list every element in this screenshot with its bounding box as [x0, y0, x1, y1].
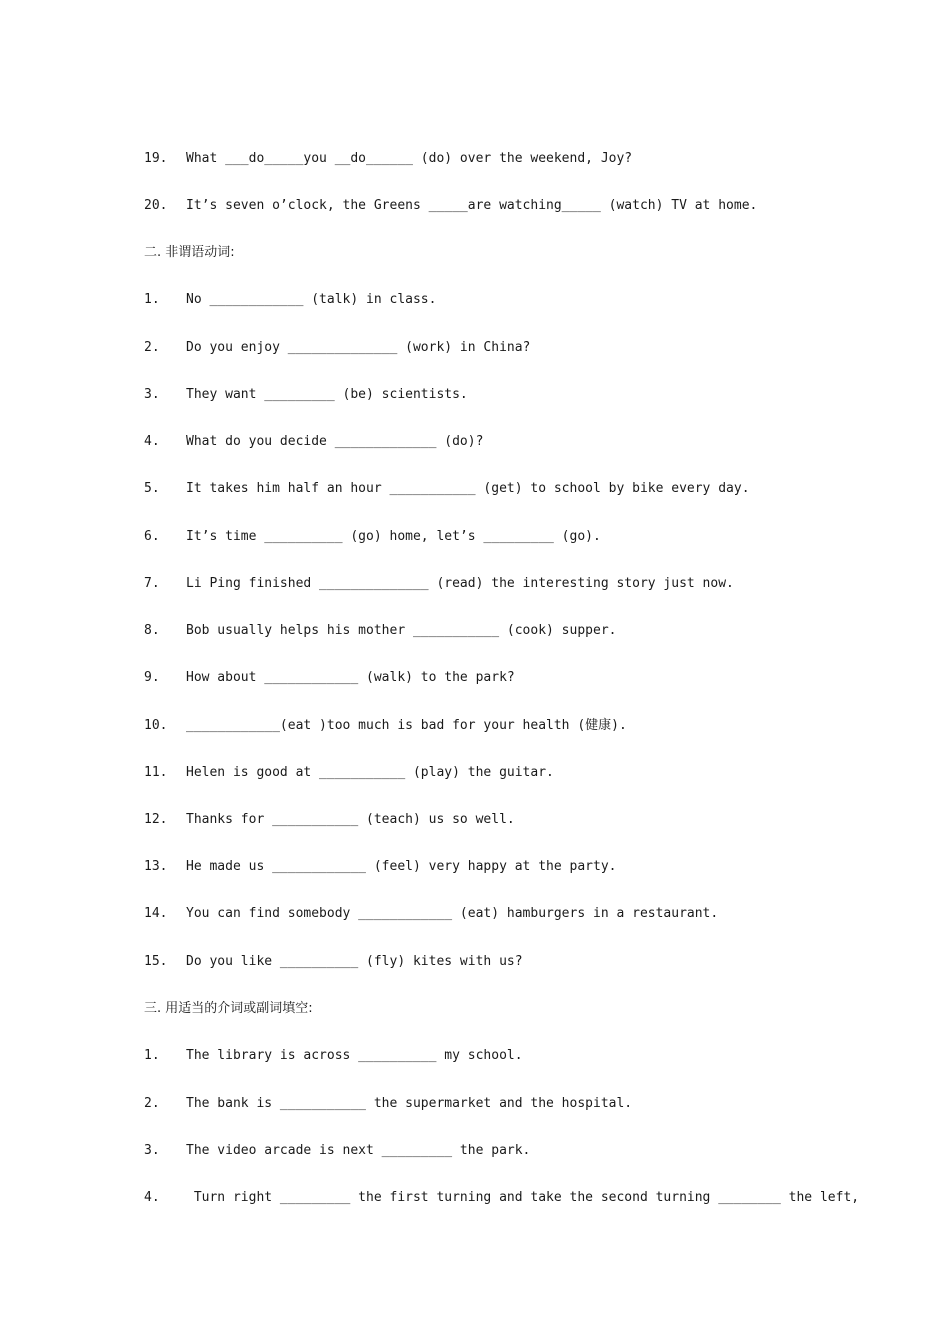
exercise-line [144, 337, 844, 359]
item-number: 4. [144, 434, 160, 449]
exercise-line [144, 384, 844, 406]
item-text: Turn right _________ the first turning and take the second turning ________ the left, [186, 1190, 860, 1205]
item-number: 7. [144, 576, 160, 591]
exercise-line [144, 903, 844, 925]
item-text: The video arcade is next _________ the park. [186, 1143, 531, 1158]
item-text: What ___do_____you __do______ (do) over the weekend, Joy? [186, 151, 633, 166]
item-number: 3. [144, 387, 160, 402]
item-number: 1. [144, 1048, 160, 1063]
item-text: Do you like __________ (fly) kites with us? [186, 954, 523, 969]
item-text: You can find somebody ____________ (eat) hamburgers in a restaurant. [186, 906, 719, 921]
item-text: Do you enjoy ______________ (work) in China? [186, 340, 531, 355]
item-number: 6. [144, 529, 160, 544]
exercise-line [144, 195, 844, 217]
exercise-line [144, 809, 844, 831]
exercise-line [144, 667, 844, 689]
item-number: 8. [144, 623, 160, 638]
exercise-line [144, 289, 844, 311]
item-number: 2. [144, 340, 160, 355]
item-text: ____________(eat )too much is bad for your health (健康). [186, 718, 627, 733]
item-text: What do you decide _____________ (do)? [186, 434, 484, 449]
item-number: 12. [144, 812, 168, 827]
exercise-line [144, 478, 844, 500]
item-text: Helen is good at ___________ (play) the guitar. [186, 765, 554, 780]
item-number: 11. [144, 765, 168, 780]
item-text: Thanks for ___________ (teach) us so well. [186, 812, 515, 827]
item-number: 13. [144, 859, 168, 874]
exercise-line [144, 762, 844, 784]
exercise-line [144, 620, 844, 642]
exercise-line [144, 526, 844, 548]
item-number: 9. [144, 670, 160, 685]
exercise-line [144, 1140, 844, 1162]
item-text: Bob usually helps his mother ___________ (cook) supper. [186, 623, 617, 638]
exercise-line [144, 951, 844, 973]
item-number: 2. [144, 1096, 160, 1111]
item-number: 10. [144, 718, 168, 733]
exercise-line [144, 715, 844, 737]
item-number: 20. [144, 198, 168, 213]
item-text: The bank is ___________ the supermarket and the hospital. [186, 1096, 633, 1111]
exercise-line [144, 856, 844, 878]
item-text: It takes him half an hour ___________ (get) to school by bike every day. [186, 481, 750, 496]
item-number: 3. [144, 1143, 160, 1158]
exercise-line [144, 431, 844, 453]
exercise-line [144, 573, 844, 595]
item-text: Li Ping finished ______________ (read) the interesting story just now. [186, 576, 734, 591]
item-number: 19. [144, 151, 168, 166]
item-text: No ____________ (talk) in class. [186, 292, 437, 307]
section-heading: 二. 非谓语动词: [144, 245, 235, 260]
exercise-line [144, 1093, 844, 1115]
item-text: How about ____________ (walk) to the park? [186, 670, 515, 685]
item-text: They want _________ (be) scientists. [186, 387, 468, 402]
exercise-line [144, 1045, 844, 1067]
item-text: He made us ____________ (feel) very happy at the party. [186, 859, 617, 874]
exercise-line [144, 1187, 860, 1209]
item-number: 5. [144, 481, 160, 496]
item-number: 4. [144, 1190, 160, 1205]
item-number: 1. [144, 292, 160, 307]
item-text: It’s time __________ (go) home, let’s _________ (go). [186, 529, 601, 544]
item-number: 14. [144, 906, 168, 921]
item-number: 15. [144, 954, 168, 969]
item-text: It’s seven o’clock, the Greens _____are watching_____ (watch) TV at home. [186, 198, 758, 213]
exercise-line [144, 148, 844, 170]
section-heading: 三. 用适当的介词或副词填空: [144, 1001, 313, 1016]
item-text: The library is across __________ my school. [186, 1048, 523, 1063]
